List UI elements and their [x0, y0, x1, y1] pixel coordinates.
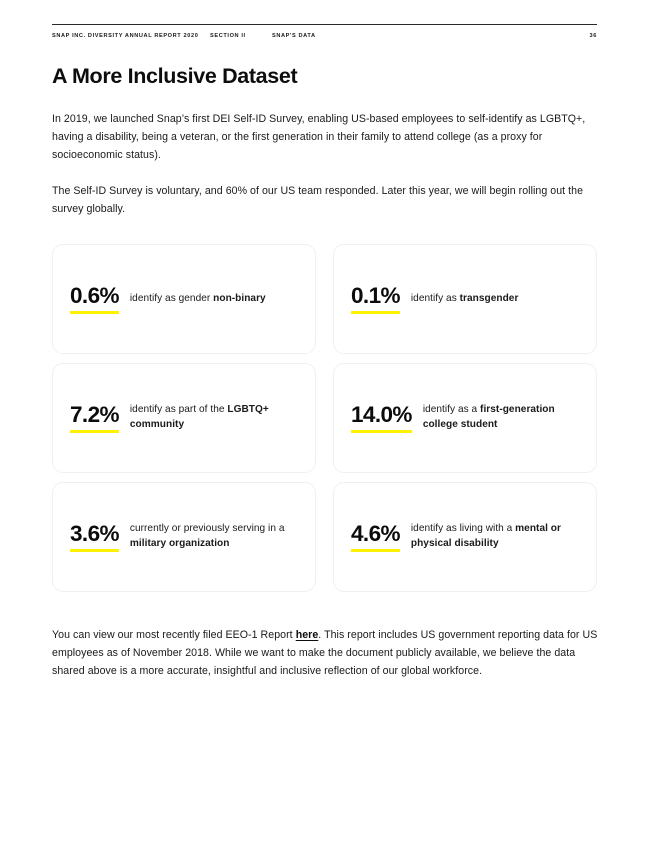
stat-value: 3.6% — [70, 521, 119, 546]
stat-underline-accent — [70, 311, 119, 314]
stat-label-bold: mental or physical disability — [410, 523, 561, 550]
stat-label — [130, 522, 297, 551]
outro-text-before-link: You can view our most recently filed EEO-1 Report — [52, 629, 296, 642]
stat-label — [411, 292, 519, 307]
stat-value: 0.6% — [70, 283, 119, 308]
intro-paragraph-1: In 2019, we launched Snap’s first DEI Self-ID Survey, enabling US-based employees to self-identify as LGBTQ+, having a disability, being a veteran, or the first generation in their family to attend college (as a proxy for socioeconomic status). — [52, 113, 586, 162]
stat-label-regular: currently or previously serving in a — [129, 523, 285, 535]
header-divider — [52, 24, 597, 25]
header-chapter-label: SNAP'S DATA — [272, 33, 316, 39]
stat-card — [52, 482, 316, 592]
stat-underline-accent — [70, 549, 119, 552]
stat-label-bold: LGBTQ+ community — [129, 404, 269, 431]
stat-card — [333, 482, 597, 592]
stat-card — [52, 363, 316, 473]
statistics-grid — [52, 244, 597, 592]
outro-paragraph — [52, 626, 604, 681]
stat-value: 0.1% — [351, 283, 400, 308]
stat-label-bold: first-generation college student — [422, 404, 555, 431]
stat-label-regular: identify as a — [422, 404, 481, 416]
stat-figure — [70, 403, 119, 433]
stat-label — [130, 292, 266, 307]
stat-figure — [351, 284, 400, 314]
eeo1-report-link[interactable]: here — [295, 629, 319, 642]
stat-figure — [70, 284, 119, 314]
outro-section — [52, 626, 604, 681]
stat-underline-accent — [70, 430, 119, 433]
stat-value: 14.0% — [351, 402, 412, 427]
running-header — [52, 33, 597, 39]
intro-section — [52, 110, 600, 218]
stat-label-bold: transgender — [459, 292, 519, 304]
stat-label — [411, 522, 578, 551]
stat-underline-accent — [351, 311, 400, 314]
stat-card — [52, 244, 316, 354]
stat-figure — [70, 522, 119, 552]
stat-label-regular: identify as part of the — [129, 404, 228, 416]
stat-value: 4.6% — [351, 521, 400, 546]
stat-card — [333, 363, 597, 473]
intro-paragraph-2: The Self-ID Survey is voluntary, and 60% of our US team responded. Later this year, we will begin rolling out the survey globally. — [52, 184, 584, 215]
stat-underline-accent — [351, 430, 412, 433]
stat-value: 7.2% — [70, 402, 119, 427]
stat-label — [423, 403, 578, 432]
page-title: A More Inclusive Dataset — [52, 64, 298, 88]
stat-label-regular: identify as — [410, 292, 460, 304]
header-section-label: SECTION II — [210, 33, 246, 39]
stat-label — [130, 403, 297, 432]
report-page — [0, 24, 649, 864]
stat-underline-accent — [351, 549, 400, 552]
stat-figure — [351, 403, 412, 433]
stat-label-bold: military organization — [129, 538, 230, 550]
page-number: 36 — [589, 33, 597, 39]
stat-label-bold: non-binary — [213, 292, 266, 304]
outro-text-after-link: . This report includes US government reporting data for US employees as of November 2018. While we want to make the document publicly available, we believe the data shared above is a more accurate, insightful and inclusive reflection of our global workforce. — [52, 629, 598, 678]
stat-card — [333, 244, 597, 354]
header-report-title: SNAP INC. DIVERSITY ANNUAL REPORT 2020 — [52, 33, 199, 39]
stat-figure — [351, 522, 400, 552]
stat-label-regular: identify as gender — [129, 292, 214, 304]
stat-label-regular: identify as living with a — [410, 523, 516, 535]
